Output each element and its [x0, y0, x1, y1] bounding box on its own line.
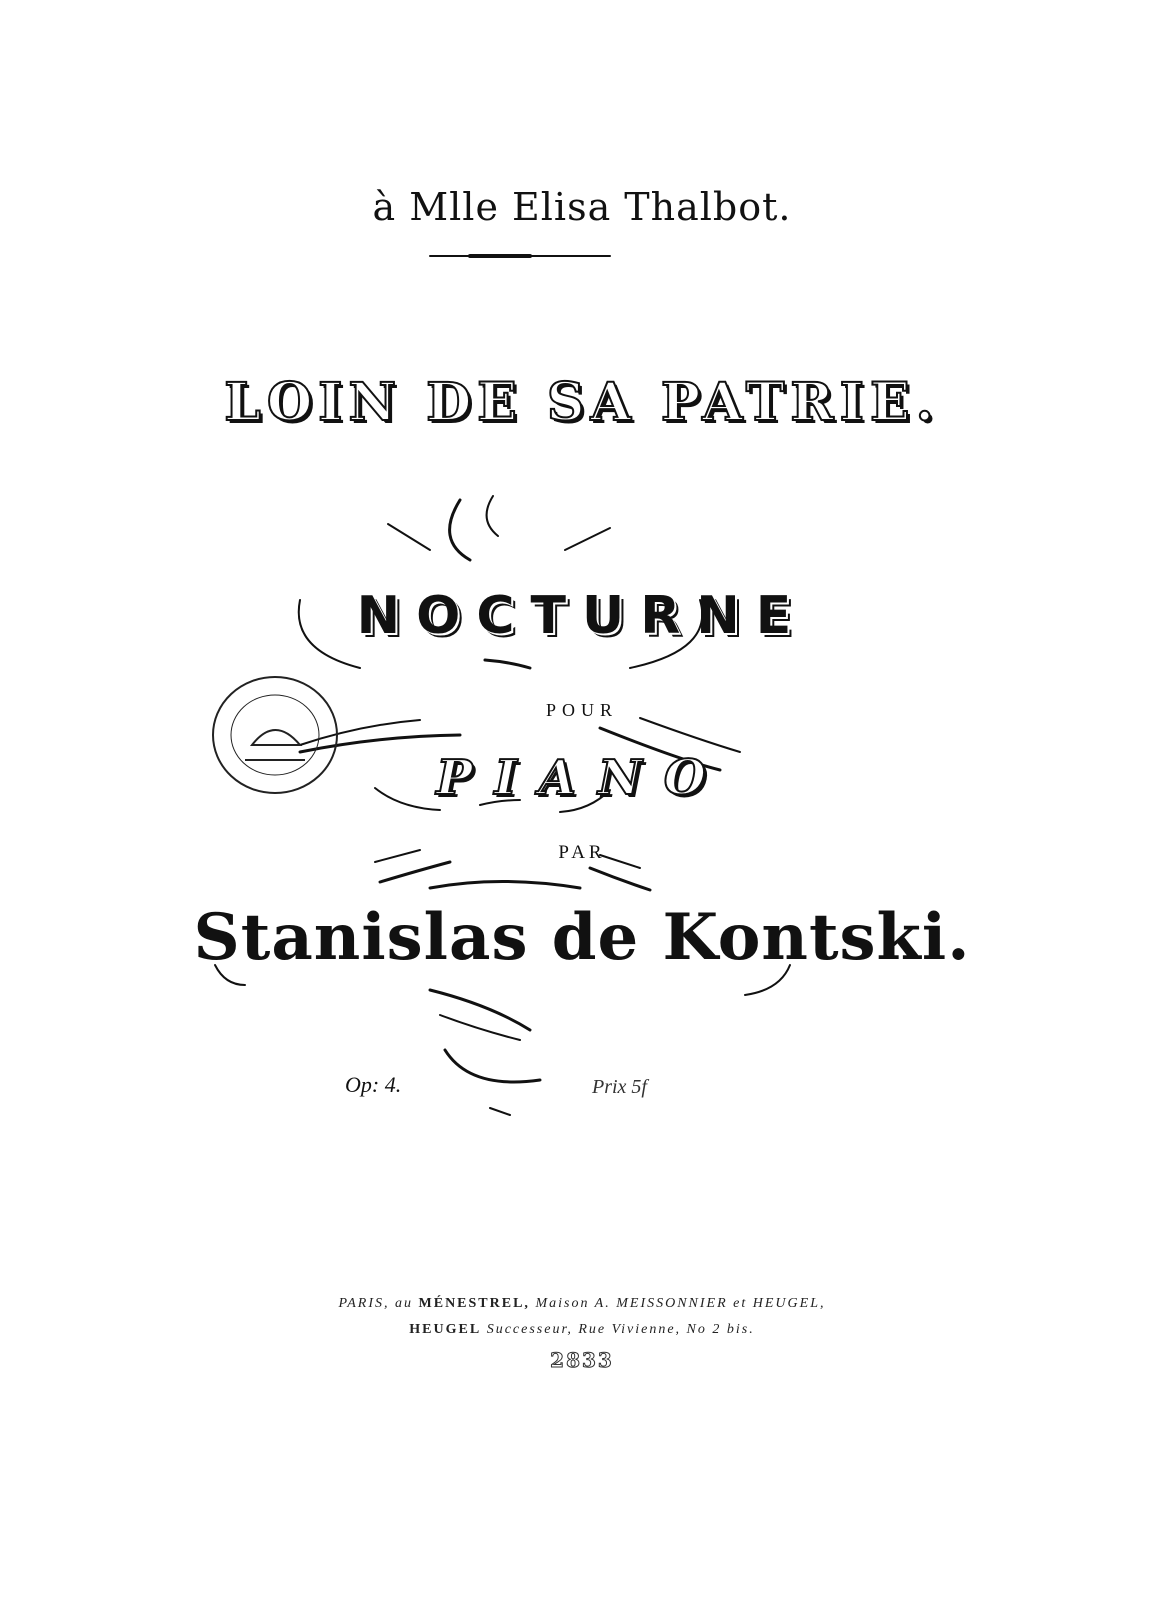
imprint-successor: HEUGEL: [409, 1322, 482, 1337]
par-label: PAR: [558, 842, 606, 863]
publisher-imprint-line2: [0, 1322, 1164, 1338]
price: Prix 5f: [592, 1076, 647, 1098]
genre-title: NOCTURNE: [356, 586, 808, 646]
publisher-imprint-line1: [0, 1296, 1164, 1312]
plate-number: 2833: [550, 1348, 614, 1372]
work-title: LOIN DE SA PATRIE.: [224, 372, 940, 433]
opus-number: Op: 4.: [345, 1072, 402, 1097]
imprint-house: Maison A. MEISSONNIER et HEUGEL,: [535, 1296, 826, 1311]
imprint-address: Successeur, Rue Vivienne, No 2 bis.: [486, 1322, 755, 1337]
imprint-publisher: MÉNESTREL,: [418, 1296, 530, 1311]
instrument-title: PIANO: [436, 750, 728, 806]
dedication: à Mlle Elisa Thalbot.: [372, 185, 792, 229]
pour-label: POUR: [545, 700, 618, 720]
imprint-city: PARIS, au: [338, 1296, 414, 1311]
composer-name: Stanislas de Kontski.: [193, 900, 971, 975]
